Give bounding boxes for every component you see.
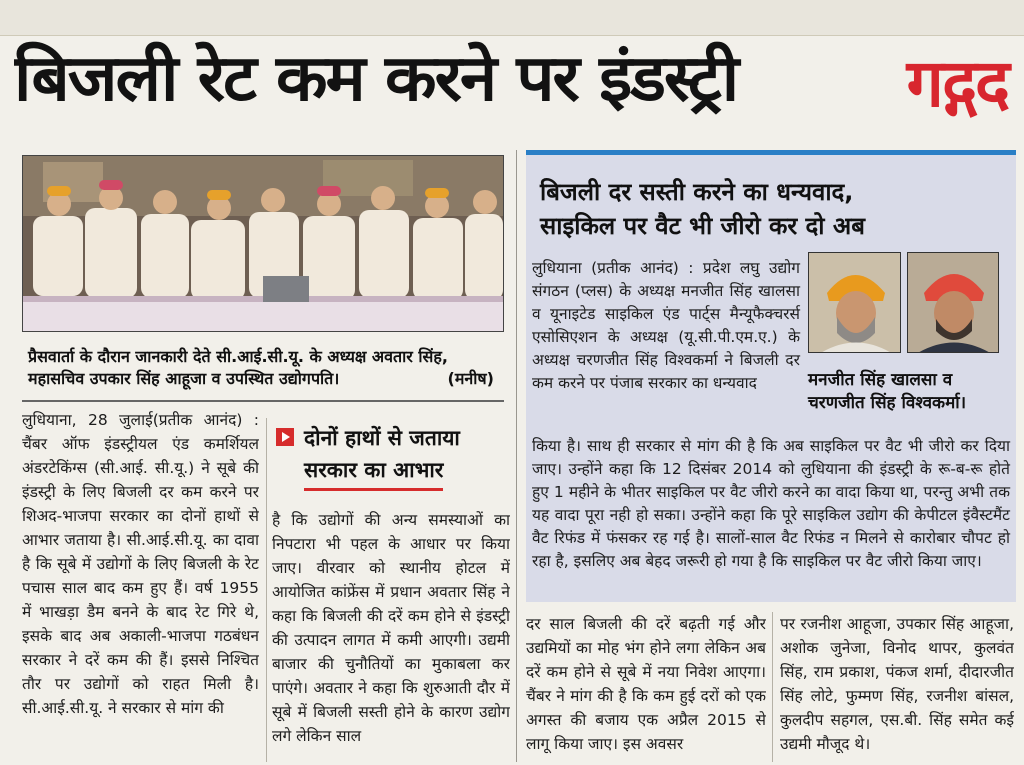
subhead-line-2: सरकार का आभार xyxy=(304,456,443,491)
portrait-image-2 xyxy=(908,253,999,353)
subhead-line-1: दोनों हाथों से जताया xyxy=(304,426,460,450)
story-column-4 xyxy=(780,612,1014,763)
portrait-charanjit-singh xyxy=(907,252,999,353)
story-subhead xyxy=(276,424,512,502)
news-photo xyxy=(22,155,504,332)
sidebar-heading-line-1: बिजली दर सस्ती करने का धन्यवाद, xyxy=(540,178,854,206)
portrait-manjeet-singh xyxy=(808,252,901,353)
sidebar-box xyxy=(526,150,1016,602)
play-icon xyxy=(276,428,294,446)
headline xyxy=(14,32,1014,144)
story-col2-text: है कि उद्योगों की अन्य समस्याओं का निपटारा भी पहल के आधार पर किया जाए। वीरवार को स्थानीय होटल में आयोजित कांफ्रेंस में प्रधान अवतार सिंह ने कहा कि बिजली की दरें कम होने से इंडस्ट्री की उत्पादन लागत में कमी आएगी। उद्यमी बाजार की चुनौतियों का मुकाबला कर पाएंगे। अवतार ने कहा कि शुरुआती दौर में सूबे में बिजली सस्ती होने के कारण उद्योग लगे लेकिन साल xyxy=(272,511,510,745)
sidebar-heading xyxy=(540,175,1000,243)
column-divider xyxy=(266,418,267,762)
story-col3-text: दर साल बिजली की दरें बढ़ती गई और उद्यमियों का मोह भंग होने लगा लेकिन अब दरें कम होने से सूबे में नया निवेश आएगा। चैंबर ने मांग की है कि कम हुई दरों को एक अगस्त की बजाय एक अप्रैल 2015 से लागू किया जाए। इस अवसर xyxy=(526,615,766,753)
column-divider xyxy=(772,612,773,762)
previous-page-bleed xyxy=(0,0,1024,36)
sidebar-heading-line-2: साइकिल पर वैट भी जीरो कर दो अब xyxy=(540,212,865,240)
column-divider xyxy=(516,150,517,762)
headline-accent: गद्गद xyxy=(906,45,1008,122)
story-column-2 xyxy=(272,508,510,763)
photo-credit: (मनीष) xyxy=(447,369,494,388)
caption-line-2: महासचिव उपकार सिंह आहूजा व उपस्थित उद्योगपति। xyxy=(28,369,340,388)
portrait-image-1 xyxy=(809,253,901,353)
story-dateline-text: लुधियाना, 28 जुलाई(प्रतीक आनंद) : चैंबर ऑफ इंडस्ट्रीयल एंड कमर्शियल अंडरटेकिंग्स (सी.आई. सी.यू.) ने सूबे की इंडस्ट्री के लिए बिजली दर कम करने पर शिअद-भाजपा सरकार का दोनों हाथों से आभार जताया है। सी.आई.सी.यू. का दावा है कि सूबे में उद्योगों के लिए बिजली के रेट पचास साल बाद कम हुए हैं। वर्ष 1955 में भाखड़ा डैम बनने के बाद रेट गिरे थे, इसके बाद अब अकाली-भाजपा गठबंधन सरकार ने दरें कम की हैं। इससे निश्चित तौर पर उद्योगों को राहत मिली है। सी.आई.सी.यू. ने सरकार से मांग की xyxy=(22,411,259,717)
sidebar-photo-caption xyxy=(808,369,1004,415)
story-col4-text: पर रजनीश आहूजा, उपकार सिंह आहूजा, अशोक जुनेजा, विनोद थापर, कुलवंत सिंह, राम प्रकाश, पंकज शर्मा, दीदारजीत सिंह लोटे, फुम्मण सिंह, रजनीश बांसल, कुलदीप सहगल, एस.बी. सिंह समेत कई उद्यमी मौजूद थे। xyxy=(780,615,1014,753)
sidebar-intro: लुधियाना (प्रतीक आनंद) : प्रदेश लघु उद्योग संगठन (प्लस) के अध्यक्ष मनजीत सिंह खालसा व यूनाइटेड साइकिल एंड पार्ट्स मैन्यूफैक्चरर्स एसोसिएशन के अध्यक्ष (यू.सी.पी.एम.ए.) के अध्यक्ष चरणजीत सिंह विश्वकर्मा ने बिजली दर कम करने पर पंजाब सरकार का धन्यवाद xyxy=(532,259,800,392)
sidebar-photo-caption-line-1: मनजीत सिंह खालसा व xyxy=(808,370,953,390)
photo-caption xyxy=(22,338,504,402)
headline-main: बिजली रेट कम करने पर इंडस्ट्री xyxy=(14,42,738,116)
story-column-3 xyxy=(526,612,766,763)
caption-line-1: प्रैसवार्ता के दौरान जानकारी देते सी.आई.सी.यू. के अध्यक्ष अवतार सिंह, xyxy=(28,347,448,366)
story-column-1 xyxy=(22,408,259,763)
sidebar-photo-caption-line-2: चरणजीत सिंह विश्वकर्मा। xyxy=(808,393,967,413)
press-conference-image xyxy=(23,156,504,332)
sidebar-body: किया है। साथ ही सरकार से मांग की है कि अब साइकिल पर वैट भी जीरो कर दिया जाए। उन्होंने कहा कि 12 दिसंबर 2014 को लुधियाना की इंडस्ट्री के रू-ब-रू होते हुए 1 महीने के भीतर साइकिल पर वैट जीरो करने का वादा किया था, परन्तु अभी तक यह वादा पूरा नही हो सका। उन्होंने कहा कि पूरे साइकिल उद्योग की केपीटल इंवैस्टमैंट वैट रिफंड में फंसकर रह गई है। सालों-साल वैट रिफंड न मिलने से कारोबार चौपट हो रहा है, इसलिए अब बेहद जरूरी हो गया है कि साइकिल पर वैट जीरो किया जाए। xyxy=(532,437,1010,570)
